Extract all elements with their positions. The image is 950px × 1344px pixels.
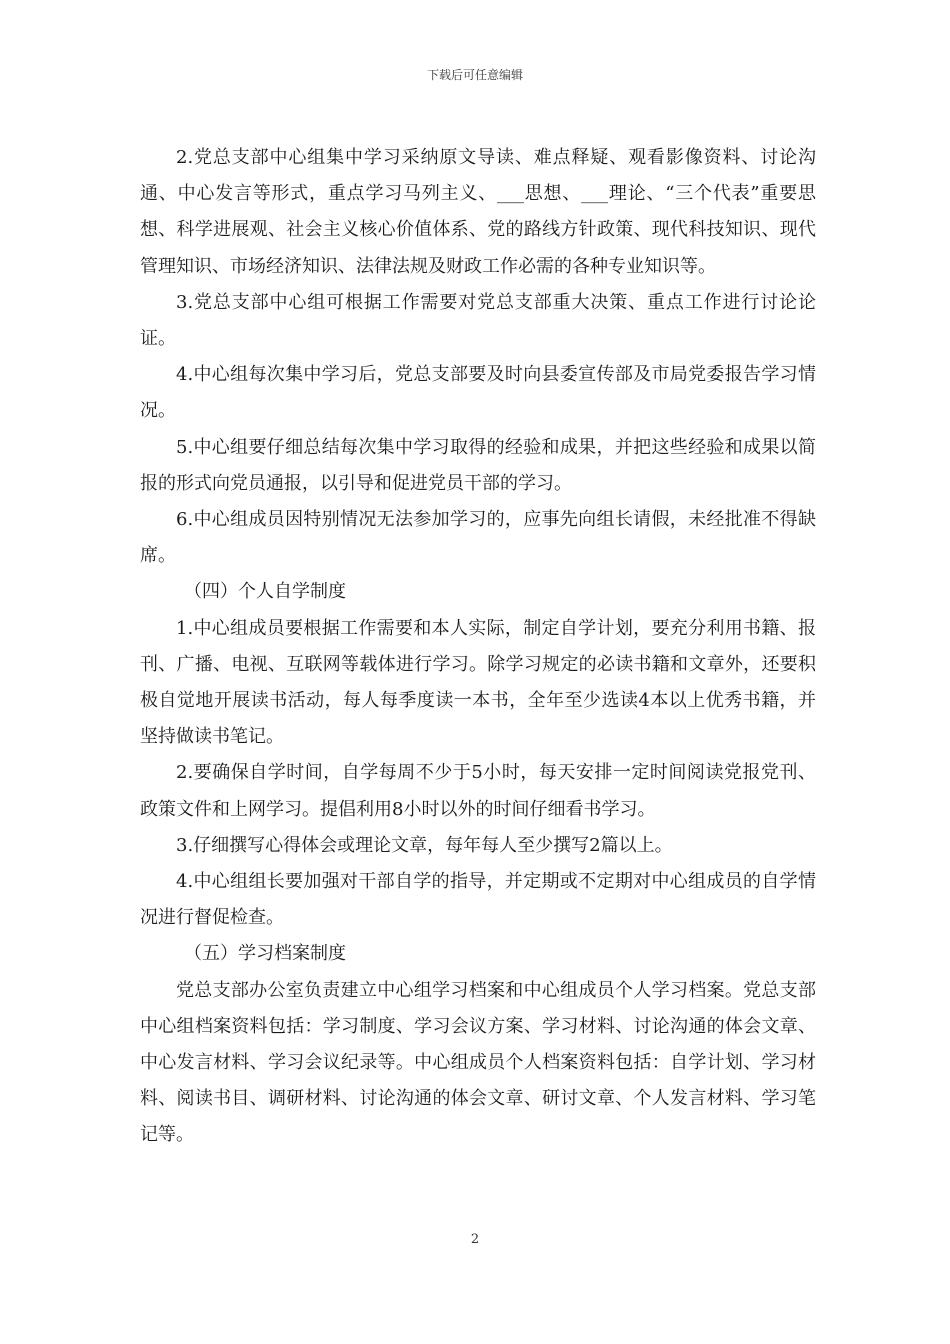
paragraph-self-study-4: 4.中心组组长要加强对干部自学的指导，并定期或不定期对中心组成员的自学情况进行督促检查。 [140, 871, 816, 929]
paragraph-archive: 党总支部办公室负责建立中心组学习档案和中心组成员个人学习档案。党总支部中心组档案资料包括：学习制度、学习会议方案、学习材料、讨论沟通的体会文章、中心发言材料、学习会议纪录等。中心组成员个人档案资料包括：自学计划、学习材料、阅读书目、调研材料、讨论沟通的体会文章、研讨文章、个人发言材料、学习笔记等。 [140, 979, 816, 1146]
paragraph-6-leave: 6.中心组成员因特别情况无法参加学习的，应事先向组长请假，未经批准不得缺席。 [140, 509, 816, 567]
paragraph-self-study-3: 3.仔细撰写心得体会或理论文章，每年每人至少撰写2篇以上。 [176, 834, 673, 856]
paragraph-3-discussion: 3.党总支部中心组可根据工作需要对党总支部重大决策、重点工作进行讨论论证。 [140, 291, 816, 350]
section-heading-archive: （五）学习档案制度 [184, 943, 346, 965]
page-header-note: 下载后可任意编辑 [426, 68, 523, 82]
paragraph-self-study-2: 2.要确保自学时间，自学每周不少于5小时，每天安排一定时间阅读党报党刊、政策文件和上网学习。提倡利用8小时以外的时间仔细看书学习。 [140, 762, 816, 820]
paragraph-self-study-1: 1.中心组成员要根据工作需要和本人实际，制定自学计划，要充分利用书籍、报刊、广播、电视、互联网等载体进行学习。除学习规定的必读书籍和文章外，还要积极自觉地开展读书活动，每人每季度读一本书，全年至少选读4本以上优秀书籍，并坚持做读书笔记。 [140, 617, 816, 748]
document-body [140, 140, 816, 1154]
paragraph-4-report: 4.中心组每次集中学习后，党总支部要及时向县委宣传部及市局党委报告学习情况。 [140, 364, 816, 422]
page-number: 2 [470, 1232, 480, 1247]
section-heading-self-study: （四）个人自学制度 [184, 581, 346, 603]
paragraph-2-learning-forms: 2.党总支部中心组集中学习采纳原文导读、难点释疑、观看影像资料、讨论沟通、中心发言等形式，重点学习马列主义、___思想、___理论、“三个代表”重要思想、科学进展观、社会主义核心价值体系、党的路线方针政策、现代科技知识、现代管理知识、市场经济知识、法律法规及财政工作必需的各种专业知识等。 [140, 147, 816, 277]
paragraph-5-summary: 5.中心组要仔细总结每次集中学习取得的经验和成果，并把这些经验和成果以简报的形式向党员通报，以引导和促进党员干部的学习。 [140, 436, 816, 494]
